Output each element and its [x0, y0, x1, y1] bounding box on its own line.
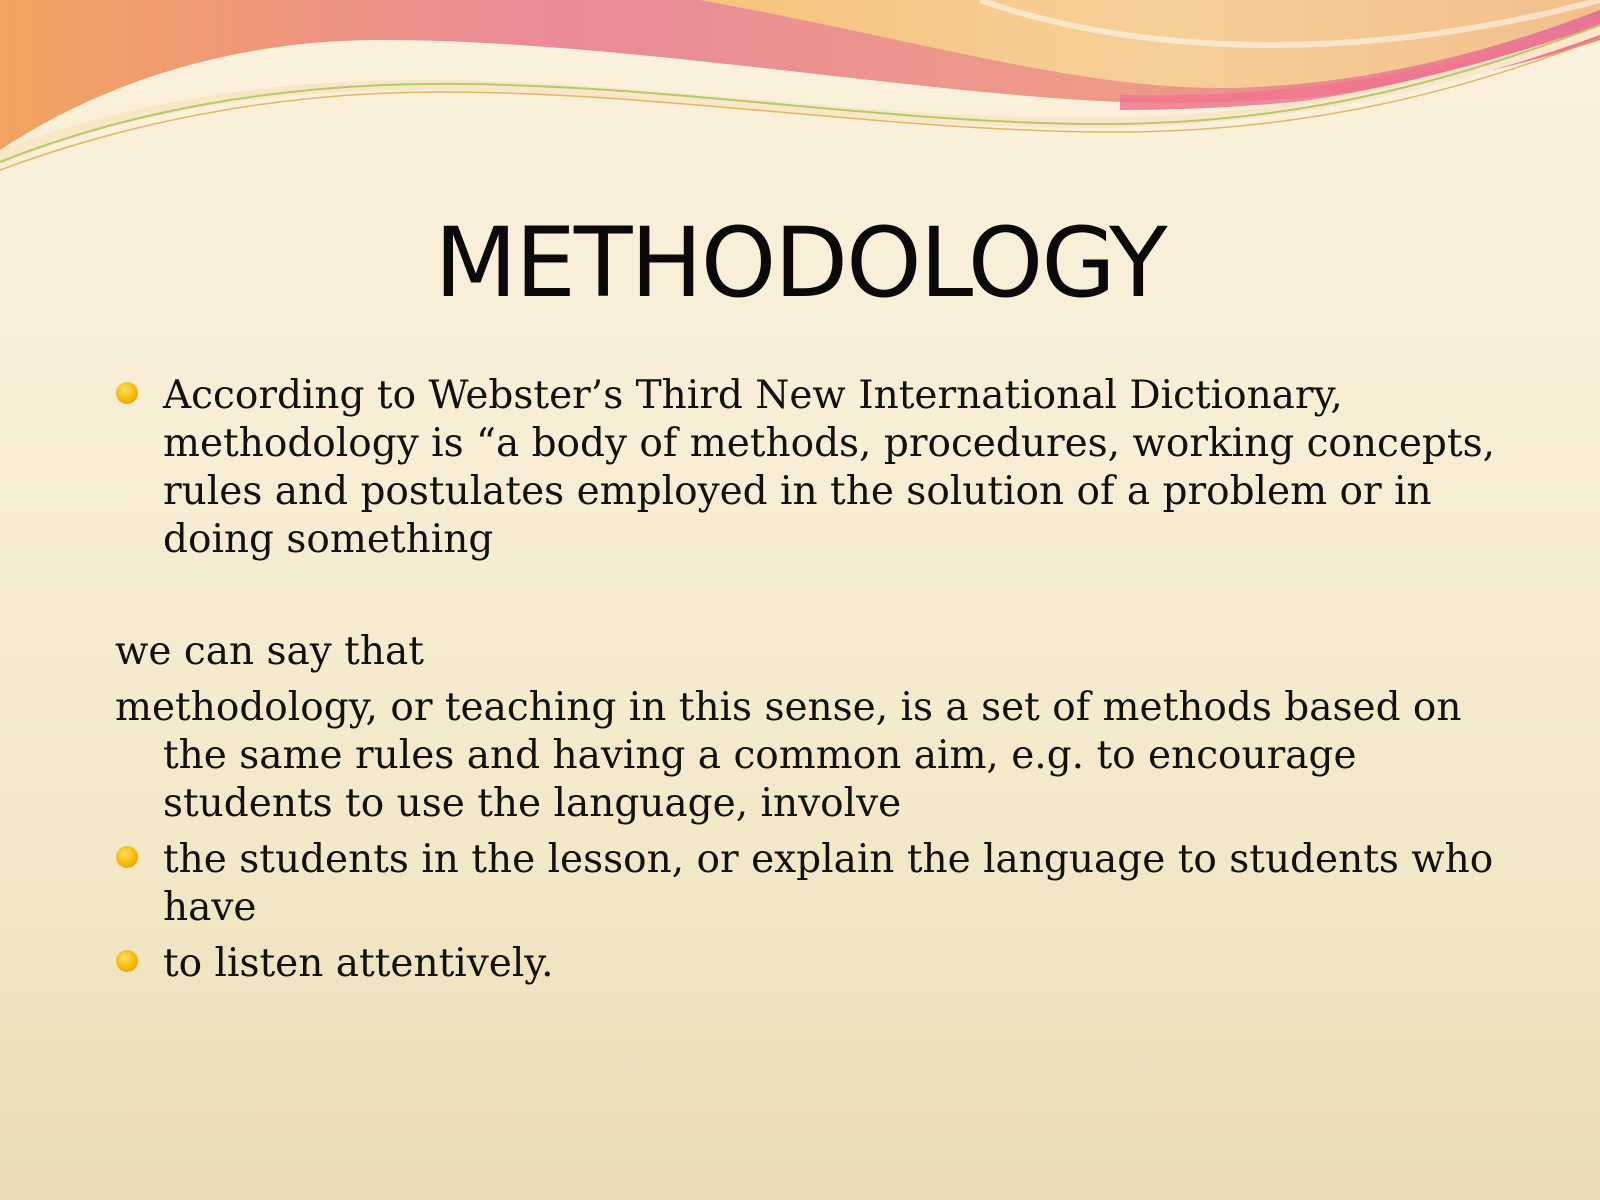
slide-body — [115, 372, 1525, 988]
bullet-icon — [116, 382, 138, 404]
bullet-paragraph-students — [115, 836, 1525, 932]
paragraph-text: According to Webster’s Third New International Dictionary, methodology is “a body of methods, procedures, working concepts, rules and postulates employed in the solution of a problem or in doing something — [163, 373, 1495, 562]
header-wave-decoration — [0, 0, 1600, 200]
bullet-icon — [116, 846, 138, 868]
paragraph-text: the students in the lesson, or explain the language to students who have — [163, 837, 1494, 930]
slide-title: METHODOLOGY — [434, 207, 1166, 319]
plain-paragraph-methodology: methodology, or teaching in this sense, is a set of methods based on the same rules and having a common aim, e.g. to encourage students to use the language, involve — [115, 685, 1462, 826]
bullet-icon — [116, 950, 138, 972]
bullet-paragraph-definition — [115, 372, 1525, 564]
bullet-paragraph-listen — [115, 940, 1525, 988]
plain-paragraph-intro: we can say that — [115, 629, 424, 674]
paragraph-text: to listen attentively. — [163, 941, 554, 986]
